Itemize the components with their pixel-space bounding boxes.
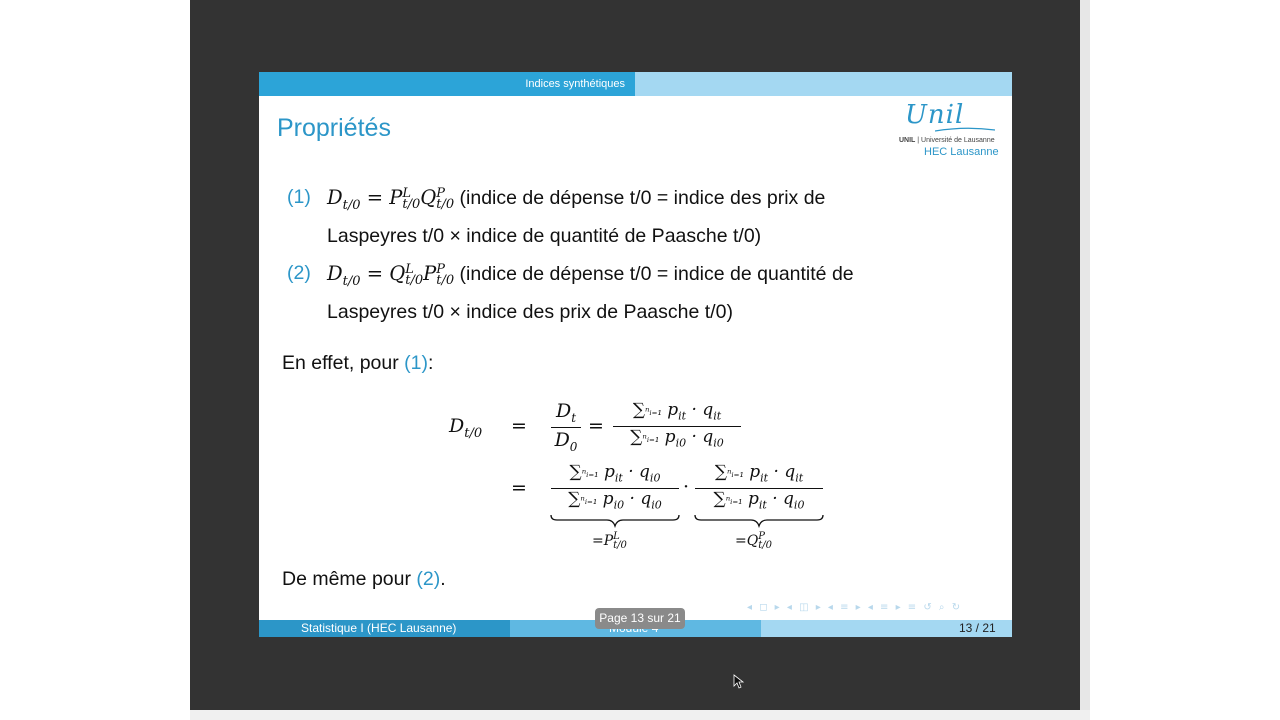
logo-script: Unil: [905, 100, 965, 130]
equation-ref-link[interactable]: (2): [416, 568, 441, 590]
item-number: (1): [287, 186, 311, 208]
formula-2: $D_{t/0} = Q$ L t/0 P P t/0: [327, 261, 455, 289]
item-description-line1: (indice de dépense t/0 = indice de quantité de: [454, 263, 854, 285]
eq-dot: ·: [683, 476, 690, 498]
footer-page-number: 13 / 21: [959, 621, 996, 635]
item-description-line2: Laspeyres t/0 × indice des prix de Paasche t/0): [327, 300, 733, 323]
footer-course: Statistique I (HEC Lausanne): [301, 621, 457, 635]
item-description-line1: (indice de dépense t/0 = indice des prix de: [454, 187, 826, 209]
logo-school: HEC Lausanne: [924, 146, 999, 158]
eq-lhs: $D_{t/0}$: [449, 415, 483, 441]
eq-equals-2: =: [588, 415, 604, 437]
eq-equals-1: =: [511, 415, 527, 437]
section-title: Indices synthétiques: [525, 78, 625, 90]
paragraph-same: De même pour (2).: [282, 568, 446, 590]
logo-university-line: UNIL | Université de Lausanne: [899, 137, 995, 144]
page-tooltip: Page 13 sur 21: [595, 608, 685, 629]
underbrace-icon: [549, 514, 829, 528]
item-number: (2): [287, 262, 311, 284]
property-item-1: [287, 182, 987, 246]
slide-title: Propriétés: [277, 114, 391, 142]
beamer-navigation-symbols[interactable]: ◂ ◻ ▸ ◂ ◫ ▸ ◂ ≡ ▸ ◂ ≡ ▸ ≡ ↺ ⌕ ↻: [747, 602, 963, 613]
unil-logo: [895, 100, 1007, 158]
fraction-expenditure: ∑ⁿᵢ₌₁ $p_{it} \cdot q_{it}$ ∑ⁿᵢ₌₁ $p_{i0} \cdot q_{i0}$: [613, 400, 741, 450]
eq-equals-3: =: [511, 477, 527, 499]
fraction-paasche: ∑ⁿᵢ₌₁ $p_{it} \cdot q_{it}$ ∑ⁿᵢ₌₁ $p_{it} \cdot q_{i0}$: [695, 462, 823, 512]
slide-page: [259, 72, 1012, 637]
fraction-laspeyres: ∑ⁿᵢ₌₁ $p_{it} \cdot q_{i0}$ ∑ⁿᵢ₌₁ $p_{i0} \cdot q_{i0}$: [551, 462, 679, 512]
item-description-line2: Laspeyres t/0 × indice de quantité de Paasche t/0): [327, 224, 762, 247]
window-bottom-edge: [190, 710, 1090, 720]
paragraph-proof: En effet, pour (1):: [282, 352, 434, 374]
header-bar-right: [635, 72, 1012, 96]
label-laspeyres: =P L t/0: [592, 531, 627, 551]
logo-swash-icon: [935, 126, 995, 134]
equation-ref-link[interactable]: (1): [404, 352, 428, 374]
mouse-cursor-icon: [733, 674, 745, 690]
fraction-dt-d0: $D_t$ $D_0$: [551, 400, 581, 454]
formula-1: $D_{t/0} = P$ L t/0 Q P t/0: [327, 185, 455, 213]
property-item-2: [287, 258, 987, 322]
window-edge: [1080, 0, 1090, 720]
label-paasche: =Q P t/0: [735, 531, 772, 551]
